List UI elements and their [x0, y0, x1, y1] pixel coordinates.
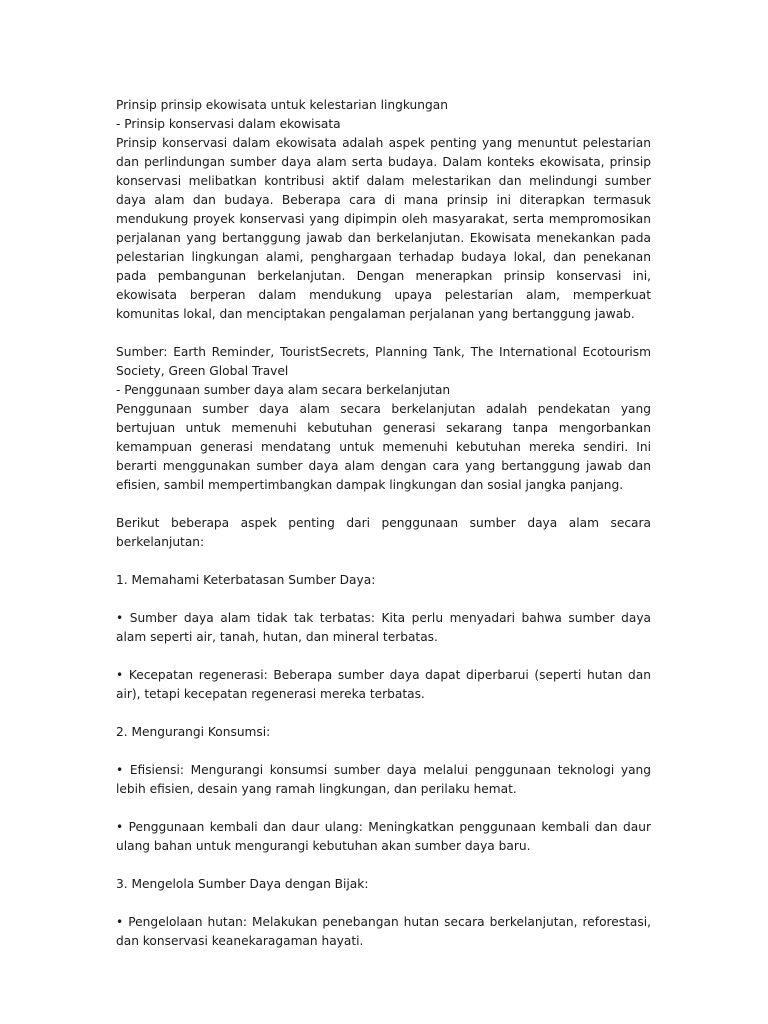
- section-heading-sustainable-use: - Penggunaan sumber daya alam secara berkelanjutan: [116, 383, 451, 397]
- paragraph-gap: [116, 742, 651, 761]
- paragraph-gap: [116, 495, 651, 514]
- bullet-item: • Kecepatan regenerasi: Beberapa sumber daya dapat diperbarui (seperti hutan dan air), tetapi kecepatan regenerasi mereka terbatas.: [116, 668, 651, 701]
- paragraph-gap: [116, 799, 651, 818]
- paragraph-intro-aspects: Berikut beberapa aspek penting dari penggunaan sumber daya alam secara berkelanjutan:: [116, 516, 651, 549]
- paragraph-sustainable-use: Penggunaan sumber daya alam secara berkelanjutan adalah pendekatan yang bertujuan untuk memenuhi kebutuhan generasi sekarang tanpa mengorbankan kemampuan generasi mendatang untuk memenuhi kebutuhan mereka sendiri. Ini berarti menggunakan sumber daya alam dengan cara yang bertanggung jawab dan efisien, sambil mempertimbangkan dampak lingkungan dan sosial jangka panjang.: [116, 402, 651, 492]
- bullet-item: • Sumber daya alam tidak tak terbatas: Kita perlu menyadari bahwa sumber daya alam seperti air, tanah, hutan, dan mineral terbatas.: [116, 611, 651, 644]
- section-heading-conservation: - Prinsip konservasi dalam ekowisata: [116, 117, 341, 131]
- paragraph-gap: [116, 704, 651, 723]
- document-title: Prinsip prinsip ekowisata untuk kelestarian lingkungan: [116, 98, 448, 112]
- document-page: [116, 96, 651, 951]
- aspect-heading-1: 1. Memahami Keterbatasan Sumber Daya:: [116, 573, 376, 587]
- bullet-item: • Efisiensi: Mengurangi konsumsi sumber daya melalui penggunaan teknologi yang lebih efisien, desain yang ramah lingkungan, dan perilaku hemat.: [116, 763, 651, 796]
- bullet-item: • Pengelolaan hutan: Melakukan penebangan hutan secara berkelanjutan, reforestasi, dan konservasi keanekaragaman hayati.: [116, 915, 651, 948]
- source-citation: Sumber: Earth Reminder, TouristSecrets, Planning Tank, The International Ecotourism Society, Green Global Travel: [116, 345, 651, 378]
- aspect-heading-2: 2. Mengurangi Konsumsi:: [116, 725, 271, 739]
- paragraph-conservation: Prinsip konservasi dalam ekowisata adalah aspek penting yang menuntut pelestarian dan perlindungan sumber daya alam serta budaya. Dalam konteks ekowisata, prinsip konservasi melibatkan kontribusi aktif dalam melestarikan dan melindungi sumber daya alam dan budaya. Beberapa cara di mana prinsip ini diterapkan termasuk mendukung proyek konservasi yang dipimpin oleh masyarakat, serta mempromosikan perjalanan yang bertanggung jawab dan berkelanjutan. Ekowisata menekankan pada pelestarian lingkungan alami, penghargaan terhadap budaya lokal, dan penekanan pada pembangunan berkelanjutan. Dengan menerapkan prinsip konservasi ini, ekowisata berperan dalam mendukung upaya pelestarian alam, memperkuat komunitas lokal, dan menciptakan pengalaman perjalanan yang bertanggung jawab.: [116, 136, 651, 321]
- paragraph-gap: [116, 894, 651, 913]
- paragraph-gap: [116, 552, 651, 571]
- paragraph-gap: [116, 856, 651, 875]
- aspect-heading-3: 3. Mengelola Sumber Daya dengan Bijak:: [116, 877, 369, 891]
- paragraph-gap: [116, 324, 651, 343]
- bullet-item: • Penggunaan kembali dan daur ulang: Meningkatkan penggunaan kembali dan daur ulang bahan untuk mengurangi kebutuhan akan sumber daya baru.: [116, 820, 651, 853]
- paragraph-gap: [116, 590, 651, 609]
- paragraph-gap: [116, 647, 651, 666]
